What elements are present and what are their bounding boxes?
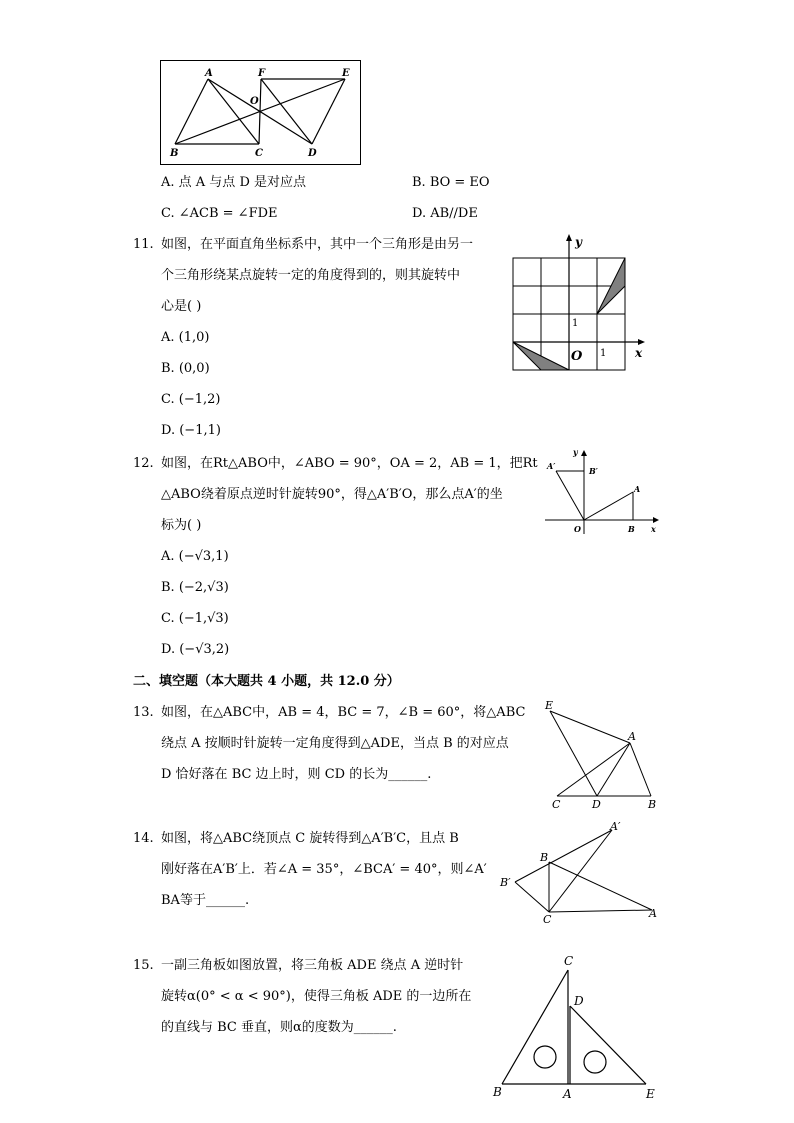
q11-option-b[interactable]: B. (0,0) — [161, 361, 210, 376]
q13-number: 13. — [133, 705, 154, 720]
q12-label-A-prime: A′ — [547, 461, 556, 471]
q14-number: 14. — [133, 831, 154, 846]
q15-label-B: B — [493, 1085, 502, 1099]
q14-label-C: C — [543, 913, 552, 926]
q10-option-d[interactable]: D. AB//DE — [412, 206, 478, 221]
q15-label-D: D — [574, 994, 584, 1008]
q11-number: 11. — [133, 237, 154, 252]
q15-label-A: A — [563, 1087, 572, 1101]
q13-label-A: A — [628, 730, 636, 743]
q15-line-2: 旋转α(0° < α < 90°)，使得三角板 ADE 的一边所在 — [161, 989, 472, 1004]
q10-figure — [160, 60, 362, 166]
q10-label-C: C — [255, 148, 263, 159]
q12-axis-y-label: y — [573, 447, 578, 457]
q14-label-B: B — [540, 851, 549, 864]
q12-number: 12. — [133, 456, 154, 471]
q11-option-d[interactable]: D. (−1,1) — [161, 423, 221, 438]
q14-label-A: A — [649, 907, 657, 920]
q11-figure — [505, 234, 655, 374]
q13-line-3: D 恰好落在 BC 边上时，则 CD 的长为______. — [161, 767, 432, 782]
q14-figure — [497, 820, 662, 930]
q13-line-2: 绕点 A 按顺时针旋转一定角度得到△ADE，当点 B 的对应点 — [161, 736, 509, 751]
q12-origin-label: O — [574, 524, 581, 534]
q12-line-3: 标为( ) — [161, 518, 202, 533]
q10-label-O: O — [250, 96, 259, 107]
section-fill-in-title: 二、填空题（本大题共 4 小题，共 12.0 分） — [133, 674, 400, 689]
q11-axis-y-label: y — [575, 235, 582, 249]
q11-axis-x-label: x — [635, 346, 643, 360]
q12-option-a[interactable]: A. (−√3,1) — [161, 549, 229, 564]
q10-option-c[interactable]: C. ∠ACB = ∠FDE — [161, 206, 278, 221]
q11-line-1: 如图，在平面直角坐标系中，其中一个三角形是由另一 — [161, 237, 474, 252]
q15-figure — [488, 950, 663, 1105]
q11-option-a[interactable]: A. (1,0) — [161, 330, 210, 345]
q11-origin-label: O — [571, 349, 583, 364]
q10-label-D: D — [308, 148, 317, 159]
q12-line-1: 如图，在Rt△ABO中，∠ABO = 90°，OA = 2，AB = 1，把Rt — [161, 456, 538, 471]
q15-line-3: 的直线与 BC 垂直，则α的度数为______. — [161, 1020, 397, 1035]
q14-line-1: 如图，将△ABC绕顶点 C 旋转得到△A′B′C，且点 B — [161, 831, 459, 846]
q13-label-D: D — [592, 798, 601, 811]
q13-label-E: E — [545, 699, 554, 712]
q12-axis-x-label: x — [651, 524, 656, 534]
q10-label-A: A — [205, 68, 213, 79]
q10-label-B: B — [170, 148, 179, 159]
q14-label-A-prime: A′ — [610, 820, 621, 833]
q11-option-c[interactable]: C. (−1,2) — [161, 392, 221, 407]
q12-figure — [543, 446, 663, 538]
q13-label-B: B — [648, 798, 657, 811]
q14-label-B-prime: B′ — [500, 876, 511, 889]
q12-option-c[interactable]: C. (−1,√3) — [161, 611, 229, 626]
q11-tick-x-1: 1 — [600, 348, 607, 359]
q14-line-3: BA等于______. — [161, 893, 250, 908]
q15-label-C: C — [564, 954, 574, 968]
q13-figure — [540, 696, 665, 812]
q11-line-2: 个三角形绕某点旋转一定的角度得到的，则其旋转中 — [161, 268, 461, 283]
q12-label-A: A — [634, 484, 641, 494]
q12-line-2: △ABO绕着原点逆时针旋转90°，得△A′B′O，那么点A′的坐 — [161, 487, 503, 502]
q10-option-b[interactable]: B. BO = EO — [412, 175, 490, 190]
q15-line-1: 一副三角板如图放置，将三角板 ADE 绕点 A 逆时针 — [161, 958, 464, 973]
q10-label-E: E — [342, 68, 350, 79]
q14-line-2: 刚好落在A′B′上．若∠A = 35°，∠BCA′ = 40°，则∠A′ — [161, 862, 487, 877]
q10-label-F: F — [258, 68, 266, 79]
q15-number: 15. — [133, 958, 154, 973]
q12-label-B-prime: B′ — [589, 466, 598, 476]
q12-option-b[interactable]: B. (−2,√3) — [161, 580, 229, 595]
q11-line-3: 心是( ) — [161, 299, 202, 314]
q13-label-C: C — [552, 798, 561, 811]
q15-label-E: E — [646, 1087, 655, 1101]
q13-line-1: 如图，在△ABC中，AB = 4，BC = 7，∠B = 60°，将△ABC — [161, 705, 526, 720]
q11-tick-y-1: 1 — [572, 318, 579, 329]
q12-option-d[interactable]: D. (−√3,2) — [161, 642, 230, 657]
q10-option-a[interactable]: A. 点 A 与点 D 是对应点 — [161, 175, 306, 190]
q12-label-B: B — [628, 524, 635, 534]
